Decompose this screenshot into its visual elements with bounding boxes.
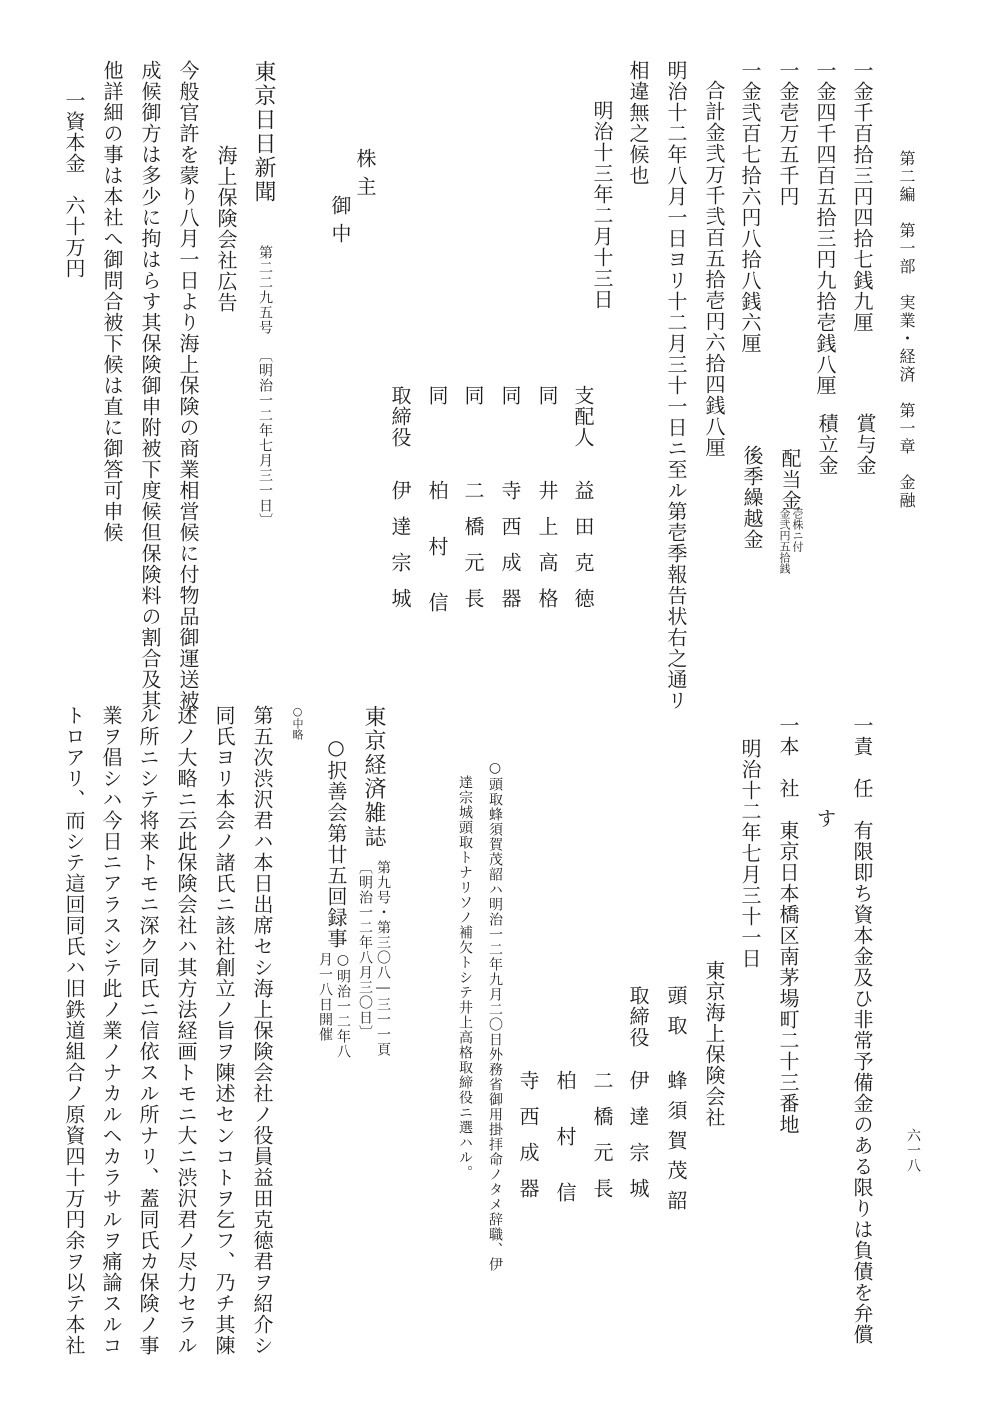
addressee-onchu: 御中 (328, 195, 352, 251)
amount-bonus: 一金千百拾三円四拾七銭九厘 (850, 60, 874, 333)
meeting-title: ○択善会第廿五回録事 (324, 735, 348, 949)
officer-name: 蜂須賀茂韶 (664, 1070, 688, 1220)
signer-role: 同 (425, 385, 449, 406)
total-amount: 合計金弐万千弐百五拾壱円六拾四銭八厘 (702, 80, 726, 458)
journal-title: 東京経済雑誌 (361, 705, 386, 849)
dividend-note-1: 壱株ニ付 (791, 508, 804, 552)
amount-carryover: 一金弐百七拾六円八拾八銭六厘 (738, 60, 762, 354)
newspaper-issue: 第二二九五号 (257, 245, 273, 335)
signer-role: 支配人 (571, 385, 595, 448)
signer-name: 益田克徳 (571, 480, 595, 624)
omission-mark: ○中略 (291, 705, 304, 740)
label-bonus: 賞与金 (853, 413, 877, 476)
signer-name: 柏村信 (425, 480, 449, 648)
signer-name: 伊達宗城 (388, 480, 412, 624)
journal-date: 〔明治一二年八月三〇日〕 (357, 860, 373, 1040)
body-line: トロアリ、而シテ這回同氏ハ旧鉄道組合ノ原資四十万円余ヲ以テ本社 (62, 705, 86, 1356)
page-number: 六一八 (905, 1128, 921, 1173)
ad-line: 成候御方は多少に拘はらす其保険御申附被下度候但保険料の割合及其 (138, 60, 162, 711)
newspaper-date: 〔明治一二年七月三一日〕 (257, 348, 273, 528)
officer-role: 取締役 (626, 985, 650, 1048)
officer-name: 伊達宗城 (626, 1070, 650, 1214)
amount-dividend: 一金壱万五千円 (776, 60, 800, 207)
lower-date: 明治十二年七月三十一日 (738, 738, 762, 969)
label-carryover: 後季繰越金 (740, 445, 764, 550)
label-reserve: 積立金 (815, 413, 839, 476)
ad-line: 他詳細の事は本社へ御問合被下候は直に御答可申候 (100, 60, 124, 543)
officer-name: 柏村信 (553, 1070, 577, 1238)
running-header: 第二編 第一部 実業・経済 第一章 金融 (897, 150, 916, 510)
body-line: 業ヲ倡シハ今日ニアラスシテ此ノ業ノナカルヘカラサルヲ痛論スルコ (99, 705, 123, 1356)
signer-role: 同 (461, 385, 485, 406)
report-date: 明治十三年二月十三日 (590, 100, 614, 310)
label-dividend: 配当金 (778, 448, 802, 511)
signer-role: 取締役 (388, 385, 412, 448)
body-line: 述ノ大略ニ云此保険会社ハ其方法経画トモニ大ニ渋沢君ノ尽力セラル (174, 705, 198, 1356)
officer-name: 二橋元長 (590, 1070, 614, 1214)
meeting-date: ○明治一二年八 (335, 952, 351, 1059)
signer-name: 二橋元長 (461, 480, 485, 624)
journal-issue: 第九号・第三〇八―三一一頁 (375, 860, 391, 1057)
capital-line: 一資本金 六十万円 (62, 90, 86, 279)
addressee-shareholders: 株主 (353, 148, 377, 204)
amount-reserve: 一金四千四百五拾三円九拾壱銭八厘 (813, 60, 837, 396)
liability-line: 一責 任 有限即ち資本金及ひ非常予備金のある限りは負債を弁償 (850, 715, 874, 1345)
body-line: ル所ニシテ将来トモニ深ク同氏ニ信依スル所ナリ、蓋同氏カ保険ノ事 (136, 705, 160, 1356)
dividend-note-2: 金弐円五拾銭 (778, 508, 791, 574)
body-line: 同氏ヨリ本会ノ諸氏ニ該社創立ノ旨ヲ陳述センコトヲ乞フ、乃チ其陳 (212, 705, 236, 1356)
editorial-note-cont: 達宗城頭取トナリソノ補欠トシテ井上高格取締役ニ選ハル。 (457, 775, 473, 1180)
report-line-1: 明治十二年八月一日ヨリ十二月三十一日ニ至ル第壱季報告状右之通リ (664, 60, 688, 711)
ad-title: 海上保険会社広告 (214, 145, 238, 313)
newspaper-title: 東京日日新聞 (251, 60, 276, 204)
editorial-note: ○頭取蜂須賀茂韶ハ明治一二年九月二〇日外務省御用掛拝命ノタメ辞職、伊 (487, 760, 503, 1272)
meeting-date-cont: 月一八日開催 (317, 952, 333, 1042)
signer-name: 井上高格 (535, 480, 559, 624)
signer-name: 寺西成器 (498, 480, 522, 624)
officer-name: 寺西成器 (516, 1070, 540, 1214)
body-line: 第五次渋沢君ハ本日出席セシ海上保険会社ノ役員益田克徳君ヲ紹介シ (250, 705, 274, 1356)
officer-role: 頭取 (664, 985, 688, 1045)
ad-line: 今般官許を蒙り八月一日より海上保険の商業相営候に付物品御運送被 (176, 60, 200, 711)
signer-role: 同 (535, 385, 559, 406)
signer-role: 同 (498, 385, 522, 406)
head-office-line: 一本 社 東京日本橋区南茅場町二十三番地 (776, 715, 800, 1135)
liability-line-cont: す (813, 808, 837, 829)
report-line-2: 相違無之候也 (626, 60, 650, 186)
company-name: 東京海上保険会社 (702, 960, 726, 1128)
